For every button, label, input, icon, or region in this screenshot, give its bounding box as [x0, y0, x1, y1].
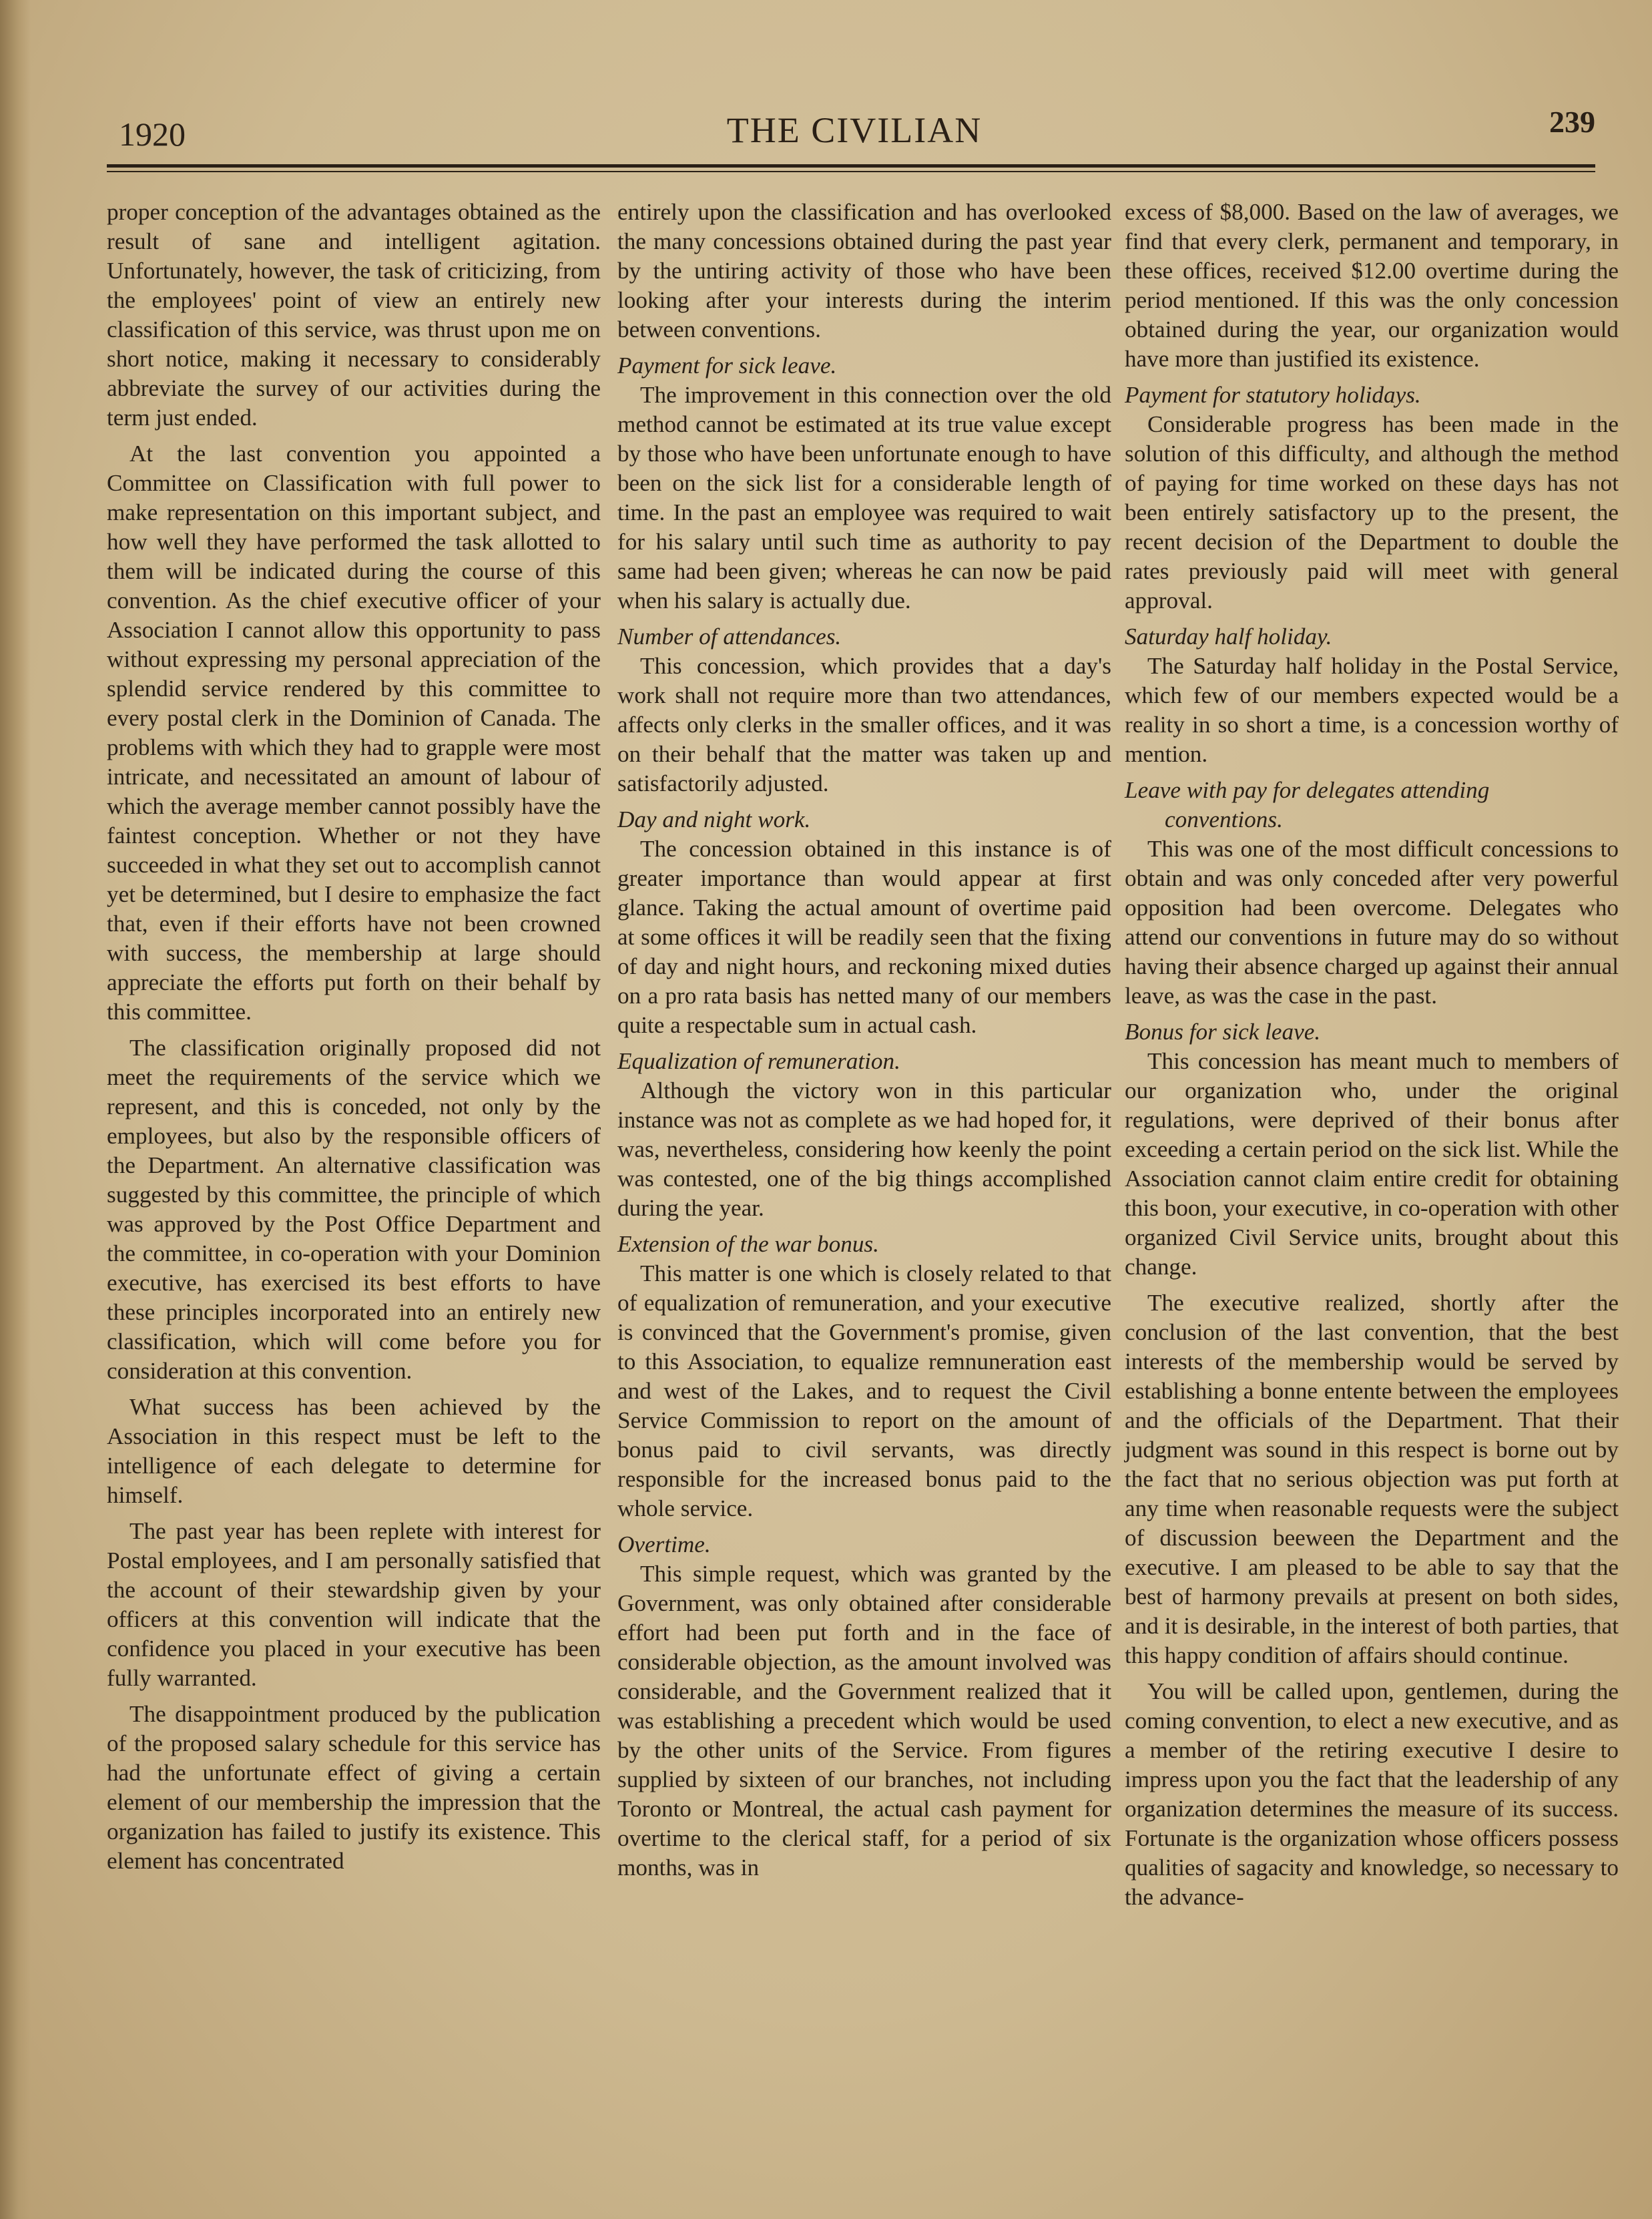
body-paragraph: The past year has been replete with interest for Postal employees, and I am personally satisfied that the account of their stewardship given by your officers at this convention will indicate that the confidence you placed in your executive has been fully warranted.: [107, 1518, 601, 1691]
section-heading-line: Leave with pay for delegates attending: [1125, 777, 1490, 803]
body-paragraph: This concession has meant much to members of our organization who, under the original regulations, were deprived of their bonus after exceeding a certain period on the sick list. While the Association cannot claim entire credit for obtaining this boon, your executive, in co-operation with other organized Civil Service units, brought about this change.: [1125, 1048, 1619, 1280]
section-heading: [617, 622, 1111, 652]
body-paragraph: This simple request, which was granted by the Government, was only obtained after considerable effort had been put forth and in the face of considerable objection, as the amount involved was considerable, and the Government realized that it was establishing a precedent which would be used by the other units of the Service. From figures supplied by sixteen of our branches, not including Toronto or Montreal, the actual cash payment for overtime to the clerical staff, for a period of six months, was in: [617, 1561, 1111, 1881]
body-paragraph: excess of $8,000. Based on the law of averages, we find that every clerk, permanent and temporary, in these offices, received $12.00 overtime during the period mentioned. If this was the only concession obtained during the year, our organization would have more than justified its existence.: [1125, 199, 1619, 372]
section-heading: [1125, 622, 1619, 652]
section-heading: [1125, 776, 1619, 834]
masthead-title: THE CIVILIAN: [726, 110, 983, 150]
body-paragraph: This concession, which provides that a day's work shall not require more than two attendances, affects only clerks in the smaller offices, and it was on their behalf that the matter was taken up and satisfactorily adjusted.: [617, 653, 1111, 796]
section-heading: [1125, 381, 1619, 410]
body-paragraph: The Saturday half holiday in the Postal Service, which few of our members expected would be a reality in so short a time, is a concession worthy of mention.: [1125, 653, 1619, 767]
body-paragraph: This was one of the most difficult concessions to obtain and was only conceded after very powerful opposition had been overcome. Delegates who attend our conventions in future may do so without having their absence charged up against their annual leave, as was the case in the past.: [1125, 836, 1619, 1009]
section-heading: [617, 1047, 1111, 1076]
body-paragraph: You will be called upon, gentlemen, during the coming convention, to elect a new executive, and as a member of the retiring executive I desire to impress upon you the fact that the leadership of any organization determines the measure of its success. Fortunate is the organization whose officers possess qualities of sagacity and knowledge, so necessary to the advance-: [1125, 1678, 1619, 1910]
body-paragraph: entirely upon the classification and has overlooked the many concessions obtained during the past year by the untiring activity of those who have been looking after your interests during the interim between conventions.: [617, 199, 1111, 342]
column-3: [1125, 198, 1619, 1919]
section-heading-line: Equalization of remuneration.: [617, 1048, 900, 1074]
section-heading: [617, 1530, 1111, 1559]
body-paragraph: The improvement in this connection over the old method cannot be estimated at its true value except by those who have been unfortunate enough to have been on the sick list for a considerable length of time. In the past an employee was required to wait for his salary until such time as authority to pay same had been given; whereas he can now be paid when his salary is actually due.: [617, 382, 1111, 613]
body-paragraph: The classification originally proposed did not meet the requirements of the service which we represent, and this is conceded, not only by the employees, but also by the responsible officers of the Department. An alternative classification was suggested by this committee, the principle of which was approved by the Post Office Department and the committee, in co-operation with your Dominion executive, has exercised its best efforts to have these principles incorporated into an entirely new classification, which will come before you for consideration at this convention.: [107, 1035, 601, 1384]
page-number: 239: [1549, 105, 1595, 139]
binding-shadow: [0, 0, 31, 2219]
body-paragraph: Although the victory won in this particular instance was not as complete as we had hoped for, it was, nevertheless, considering how keenly the point was contested, one of the big things accomplished during the year.: [617, 1077, 1111, 1221]
body-paragraph: Considerable progress has been made in the solution of this difficulty, and although the method of paying for time worked on these days has not been entirely satisfactory up to the present, the recent decision of the Department to double the rates previously paid will meet with general approval.: [1125, 411, 1619, 613]
header-rule-thin: [107, 171, 1595, 172]
section-heading: [617, 805, 1111, 834]
body-paragraph: proper conception of the advantages obtained as the result of sane and intelligent agitation. Unfortunately, however, the task of criticizing, from the employees' point of view an entirely new classification of this service, was thrust upon me on short notice, making it necessary to considerably abbreviate the survey of our activities during the term just ended.: [107, 199, 601, 431]
column-2: [617, 198, 1111, 1889]
section-heading: [1125, 1017, 1619, 1047]
section-heading-line: Payment for sick leave.: [617, 352, 837, 379]
section-heading: [617, 1230, 1111, 1259]
page-header: [113, 100, 1595, 160]
section-heading-line: Payment for statutory holidays.: [1125, 382, 1421, 408]
section-heading-line: Saturday half holiday.: [1125, 624, 1332, 650]
body-paragraph: The executive realized, shortly after the conclusion of the last convention, that the best interests of the membership would be served by establishing a bonne entente between the employees and the officials of the Department. That their judgment was sound in this respect is borne out by the fact that no serious objection was put forth at any time when reasonable requests were the subject of discussion beeween the Department and the executive. I am pleased to be able to say that the best of harmony prevails at present on both sides, and it is desirable, in the interest of both parties, that this happy condition of affairs should continue.: [1125, 1290, 1619, 1668]
body-paragraph: The concession obtained in this instance is of greater importance than would appear at first glance. Taking the actual amount of overtime paid at some offices it will be readily seen that the fixing of day and night hours, and reckoning mixed duties on a pro rata basis has netted many of our members quite a respectable sum in actual cash.: [617, 836, 1111, 1038]
body-paragraph: The disappointment produced by the publication of the proposed salary schedule for this service has had the unfortunate effect of giving a certain element of our membership the impression that the organization has failed to justify its existence. This element has concentrated: [107, 1701, 601, 1874]
column-1: [107, 198, 601, 1883]
header-rule-thick: [107, 164, 1595, 168]
body-paragraph: This matter is one which is closely related to that of equalization of remuneration, and your executive is convinced that the Government's promise, given to this Association, to equalize remnuneration east and west of the Lakes, and to request the Civil Service Commission to report on the amount of bonus paid to civil servants, was directly responsible for the increased bonus paid to the whole service.: [617, 1260, 1111, 1521]
section-heading-line: Day and night work.: [617, 806, 811, 832]
section-heading-line: Extension of the war bonus.: [617, 1231, 879, 1257]
section-heading: [617, 351, 1111, 381]
section-heading-line: Bonus for sick leave.: [1125, 1019, 1321, 1045]
body-paragraph: What success has been achieved by the Association in this respect must be left to the intelligence of each delegate to determine for himself.: [107, 1394, 601, 1508]
body-paragraph: At the last convention you appointed a Committee on Classification with full power to make representation on this important subject, and how well they have performed the task allotted to them will be indicated during the course of this convention. As the chief executive officer of your Association I cannot allow this opportunity to pass without expressing my personal appreciation of the splendid service rendered by this committee to every postal clerk in the Dominion of Canada. The problems with which they had to grapple were most intricate, and necessitated an amount of labour of which the average member cannot possibly have the faintest conception. Whether or not they have succeeded in what they set out to accomplish cannot yet be determined, but I desire to emphasize the fact that, even if their efforts have not been crowned with success, the membership at large should appreciate the efforts put forth on their behalf by this committee.: [107, 441, 601, 1025]
section-heading-line: conventions.: [1165, 806, 1283, 832]
section-heading-line: Overtime.: [617, 1531, 711, 1557]
header-year: 1920: [119, 115, 186, 153]
section-heading-line: Number of attendances.: [617, 624, 842, 650]
